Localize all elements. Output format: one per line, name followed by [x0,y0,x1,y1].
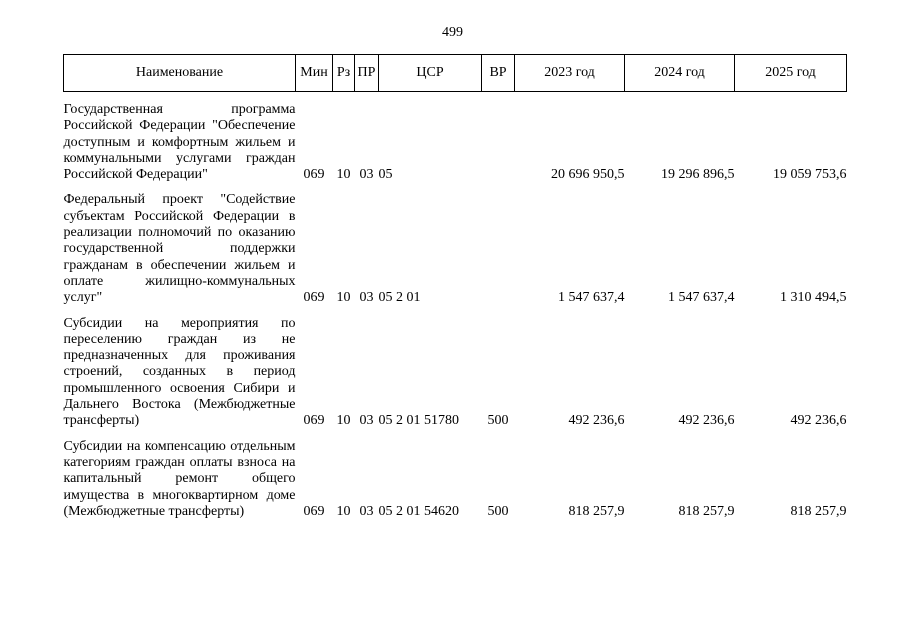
row-name: Государственная программа Российской Федерации "Обеспечение доступным и комфортным жильем и коммунальными услугами граждан Российской Федерации" [63,102,296,183]
row-vr: 500 [487,413,509,429]
header-name: Наименование [64,55,296,92]
row-min: 069 [303,503,325,519]
row-2023: 1 547 637,4 [558,290,625,306]
row-name: Субсидии на мероприятия по переселению граждан из не предназначенных для проживания строений, созданных в период промышленного освоения Сибири и Дальнего Востока (Межбюджетные трансферты) [63,315,296,429]
row-csr: 05 2 01 54620 [378,503,459,519]
row-pr: 03 [359,413,374,429]
row-min: 069 [303,167,325,183]
row-2023: 818 257,9 [568,503,625,519]
row-pr: 03 [359,290,374,306]
header-vr: ВР [482,55,515,92]
row-name: Федеральный проект "Содействие субъектам Российской Федерации в реализации полномочий по оказанию государственной поддержки гражданам в обеспечении жильем и оплате жилищно-коммунальных услуг" [63,192,296,306]
row-2025: 1 310 494,5 [780,290,847,306]
header-rz: Рз [333,55,355,92]
table-row [64,92,847,184]
header-min: Мин [296,55,333,92]
header-pr: ПР [355,55,379,92]
row-rz: 10 [336,503,351,519]
row-2025: 19 059 753,6 [773,167,847,183]
row-2024: 492 236,6 [678,413,735,429]
row-2024: 19 296 896,5 [661,167,735,183]
row-2024: 818 257,9 [678,503,735,519]
row-rz: 10 [336,167,351,183]
row-2023: 20 696 950,5 [551,167,625,183]
row-rz: 10 [336,413,351,429]
table-row [64,316,847,430]
row-vr: 500 [487,503,509,519]
row-2025: 492 236,6 [790,413,847,429]
page-number: 499 [442,25,463,40]
table-header-row [64,55,847,92]
row-pr: 03 [359,503,374,519]
row-csr: 05 [378,167,393,183]
header-2023: 2023 год [515,55,625,92]
row-name: Субсидии на компенсацию отдельным категориям граждан оплаты взноса на капитальный ремонт общего имущества в многоквартирном доме (Межбюджетные трансферты) [63,438,296,519]
budget-table [63,54,847,520]
header-2025: 2025 год [735,55,847,92]
table-row [64,192,847,306]
row-min: 069 [303,413,325,429]
row-2024: 1 547 637,4 [668,290,735,306]
row-2025: 818 257,9 [790,503,847,519]
header-2024: 2024 год [625,55,735,92]
row-csr: 05 2 01 [378,290,421,306]
row-vr [482,92,515,184]
row-rz: 10 [336,290,351,306]
header-csr: ЦСР [379,55,482,92]
table-row [64,439,847,520]
row-vr [482,192,515,306]
row-pr: 03 [359,167,374,183]
row-2023: 492 236,6 [568,413,625,429]
row-csr: 05 2 01 51780 [378,413,459,429]
row-min: 069 [303,290,325,306]
